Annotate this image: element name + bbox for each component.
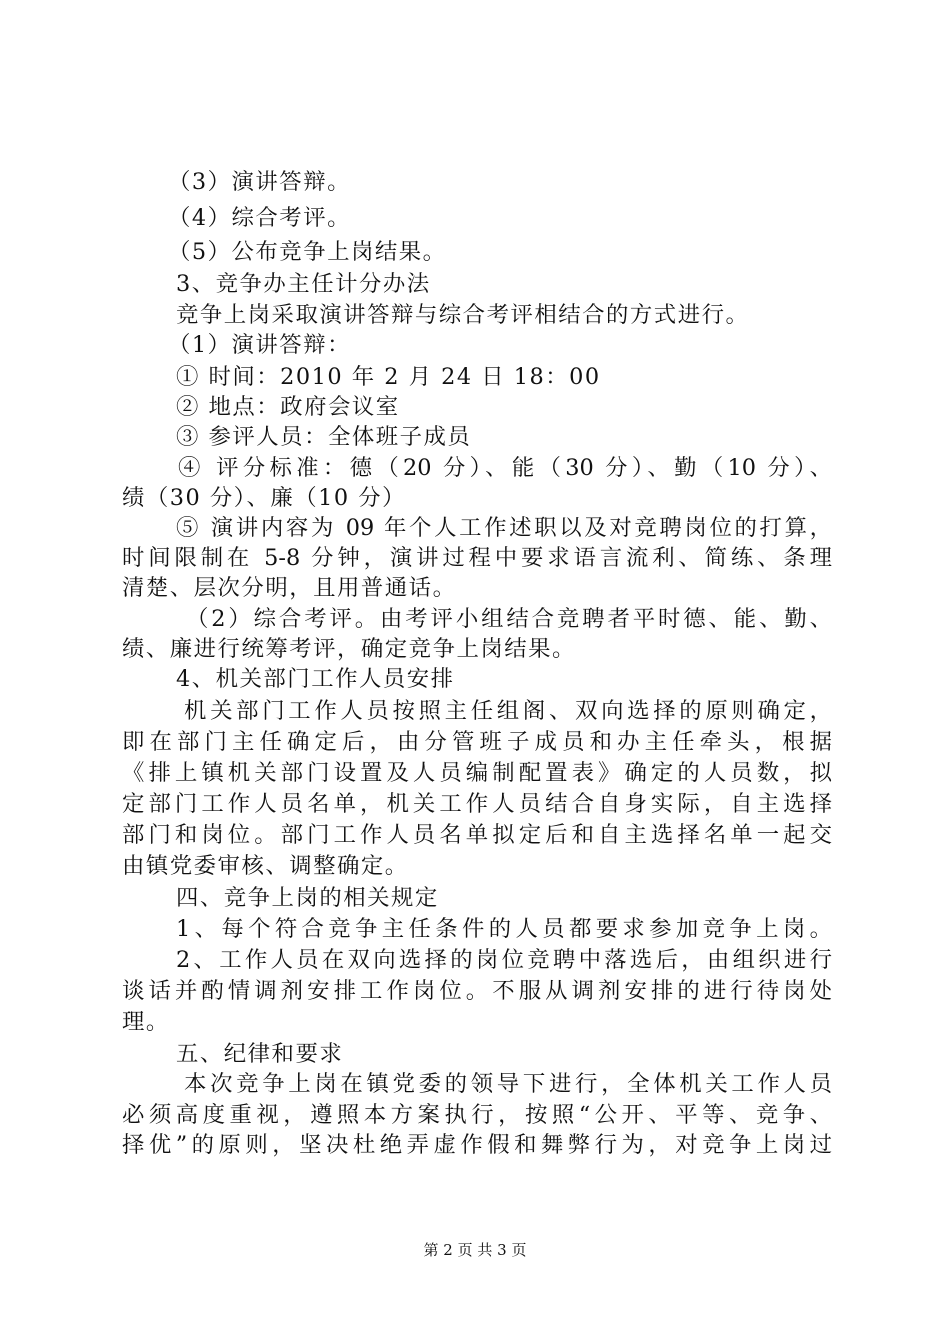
text-line: 谈话并酌情调剂安排工作岗位。不服从调剂安排的进行待岗处 xyxy=(122,978,832,1004)
text-line: 清楚、层次分明，且用普通话。 xyxy=(122,575,457,601)
text-line: 由镇党委审核、调整确定。 xyxy=(122,853,409,879)
text-line: 1、每个符合竞争主任条件的人员都要求参加竞争上岗。 xyxy=(176,916,832,942)
text-line: 《排上镇机关部门设置及人员编制配置表》确定的人员数，拟 xyxy=(122,760,832,786)
text-line: ⑤ 演讲内容为 09 年个人工作述职以及对竞聘岗位的打算， xyxy=(176,515,832,541)
text-line: 定部门工作人员名单，机关工作人员结合自身实际，自主选择 xyxy=(122,791,832,817)
text-line: 即在部门主任确定后，由分管班子成员和办主任牵头，根据 xyxy=(122,729,832,755)
text-line: ③ 参评人员：全体班子成员 xyxy=(176,424,472,450)
text-line: 本次竞争上岗在镇党委的领导下进行，全体机关工作人员 xyxy=(184,1071,832,1097)
text-line: 绩、廉进行统筹考评，确定竞争上岗结果。 xyxy=(122,636,576,662)
text-line: 理。 xyxy=(122,1009,170,1035)
text-line: 择优”的原则，坚决杜绝弄虚作假和舞弊行为，对竞争上岗过 xyxy=(122,1132,832,1158)
text-line: （5）公布竞争上岗结果。 xyxy=(168,239,447,265)
text-line: 部门和岗位。部门工作人员名单拟定后和自主选择名单一起交 xyxy=(122,822,832,848)
text-line: ④ 评分标准：德（20 分）、能（30 分）、勤（10 分）、 xyxy=(178,455,832,481)
text-line: ② 地点：政府会议室 xyxy=(176,394,400,420)
text-line: 竞争上岗采取演讲答辩与综合考评相结合的方式进行。 xyxy=(176,302,750,328)
page-number: 第 2 页 共 3 页 xyxy=(423,1241,527,1259)
section-heading: 五、纪律和要求 xyxy=(176,1041,344,1067)
text-line: 机关部门工作人员按照主任组阁、双向选择的原则确定， xyxy=(184,698,832,724)
text-line: （1）演讲答辩： xyxy=(168,332,351,358)
section-heading: 四、竞争上岗的相关规定 xyxy=(176,885,439,911)
section-heading: 4、机关部门工作人员安排 xyxy=(176,666,455,692)
text-line: 时间限制在 5-8 分钟，演讲过程中要求语言流利、简练、条理 xyxy=(122,545,832,571)
text-line: 必须高度重视，遵照本方案执行，按照“公开、平等、竞争、 xyxy=(122,1102,832,1128)
text-line: （3）演讲答辩。 xyxy=(168,169,351,195)
text-line: （4）综合考评。 xyxy=(168,205,351,231)
text-line: （2）综合考评。由考评小组结合竞聘者平时德、能、勤、 xyxy=(186,606,832,632)
section-heading: 3、竞争办主任计分办法 xyxy=(176,271,431,297)
text-line: 绩（30 分）、廉（10 分） xyxy=(122,485,407,511)
text-line: 2、工作人员在双向选择的岗位竞聘中落选后，由组织进行 xyxy=(176,947,832,973)
text-line: ① 时间：2010 年 2 月 24 日 18：00 xyxy=(176,364,601,390)
